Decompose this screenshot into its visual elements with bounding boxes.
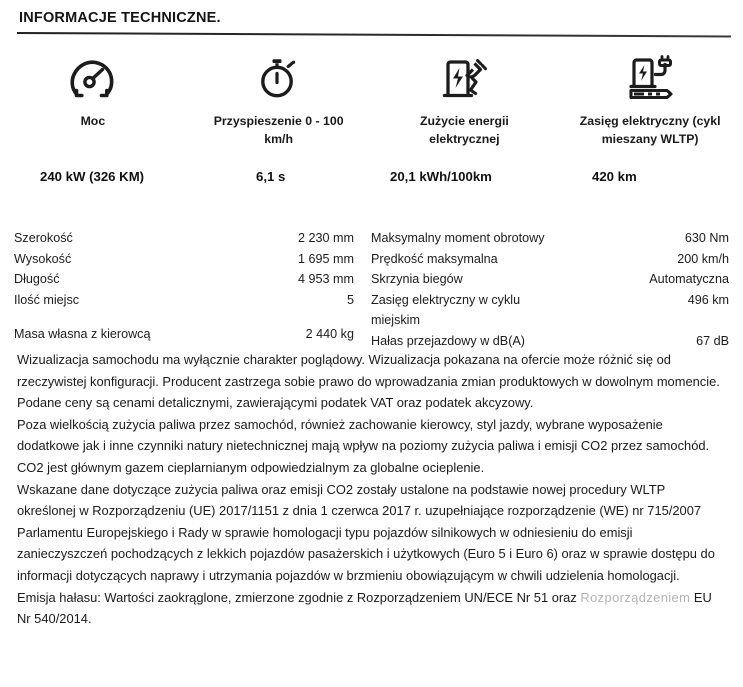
- disclaimer-paragraph: CO2 jest głównym gazem cieplarnianym odpowiedzialnym za globalne ocieplenie.: [17, 459, 485, 475]
- table-row: [371, 249, 729, 270]
- highlight-moc: [0, 52, 186, 149]
- header: [0, 0, 743, 40]
- spec-column-left: [14, 228, 354, 345]
- spec-value: 67 dB: [696, 333, 729, 348]
- spec-label: Wysokość: [14, 251, 72, 266]
- disclaimer-section: [17, 349, 725, 630]
- spec-value: 1 695 mm: [298, 251, 354, 266]
- spec-value: 2 230 mm: [298, 231, 354, 245]
- spec-label: Maksymalny moment obrotowy: [371, 231, 545, 245]
- noise-faded-text: Rozporządzeniem: [580, 589, 691, 605]
- title-divider: [17, 32, 731, 37]
- highlight-zasieg: [557, 52, 743, 149]
- disclaimer-paragraph: Podane ceny są cenami detalicznymi, zawierającymi podatek VAT oraz podatek akcyzowy.: [17, 395, 534, 411]
- page-title: INFORMACJE TECHNICZNE.: [19, 10, 221, 26]
- table-row: [14, 228, 354, 249]
- table-row: [371, 331, 729, 352]
- highlights-row: [0, 52, 743, 149]
- spec-value: 200 km/h: [677, 251, 729, 266]
- disclaimer-paragraph: Wizualizacja samochodu ma wyłącznie charakter poglądowy. Wizualizacja pokazana na ofercie może różnić się od rzeczywistej konfiguracji. Producent zastrzega sobie prawo do wprowadzania zmian produktowych w dowolnym momencie.: [17, 352, 720, 389]
- table-row: [371, 228, 729, 249]
- table-row: [14, 249, 354, 270]
- spec-label: Szerokość: [14, 231, 73, 245]
- highlight-label: Moc: [80, 114, 106, 128]
- spec-column-right: [371, 228, 729, 351]
- highlight-value-zasieg: 420 km: [592, 169, 637, 184]
- spec-label: Skrzynia biegów: [371, 272, 463, 286]
- highlight-value-zuzycie-energii: 20,1 kWh/100km: [390, 169, 492, 184]
- table-row: [371, 269, 729, 290]
- disclaimer-paragraph: Poza wielkością zużycia paliwa przez samochód, również zachowanie kierowcy, styl jazdy, wybrane wyposażenie dodatkowe jak i inne czynniki natury nietechnicznej mają wpływ na poziomy zużycia paliwa i emisji CO2 przez samochód.: [17, 416, 710, 454]
- spec-value: 4 953 mm: [298, 272, 354, 286]
- speedometer-icon: [69, 52, 117, 104]
- highlight-values-row: [0, 169, 743, 189]
- charging-station-plug-icon: [439, 52, 489, 104]
- spec-value: 496 km: [687, 292, 729, 307]
- spec-label: Masa własna z kierowcą: [14, 327, 151, 341]
- highlight-value-przyspieszenie: 6,1 s: [256, 169, 286, 184]
- noise-lead-text: Emisja hałasu: Wartości zaokrąglone, zmierzone zgodnie z Rozporządzeniem UN/ECE Nr 51 oraz: [17, 589, 581, 605]
- table-row: [371, 290, 729, 331]
- spec-value: Automatyczna: [649, 272, 729, 286]
- highlight-label: Zasięg elektryczny (cykl mieszany WLTP): [579, 114, 721, 147]
- highlight-label: Zużycie energii elektrycznej: [419, 114, 509, 147]
- spec-value: 5: [346, 292, 354, 307]
- disclaimer-paragraph: Wskazane dane dotyczące zużycia paliwa oraz emisji CO2 zostały ustalone na podstawie nowej procedury WLTP określonej w Rozporządzeniu (UE) 2017/1151 z dnia 1 czerwca 2017 r. uzupełniające rozporządzenie (WE) nr 715/2007 Parlamentu Europejskiego i Rady w sprawie homologacji typu pojazdów silnikowych w odniesieniu do emisji zanieczyszczeń pochodzących z lekkich pojazdów pasażerskich i użytkowych (Euro 5 i Euro 6) oraz w sprawie dostępu do informacji dotyczących naprawy i utrzymania pojazdów w brzmieniu obowiązującym w chwili udzielenia homologacji.: [17, 481, 715, 583]
- spec-label: Prędkość maksymalna: [371, 251, 498, 266]
- spec-label: Hałas przejazdowy w dB(A): [371, 333, 525, 348]
- table-row: [14, 269, 354, 290]
- highlight-value-moc: 240 kW (326 KM): [40, 169, 145, 184]
- stopwatch-icon: [256, 52, 302, 104]
- spec-value: 630 Nm: [684, 231, 729, 245]
- spec-value: 2 440 kg: [305, 327, 354, 341]
- spec-label: Długość: [14, 272, 60, 286]
- noise-emission-paragraph: [17, 587, 725, 630]
- table-row: [14, 290, 354, 311]
- highlight-zuzycie-energii: [372, 52, 558, 149]
- noise-tail-text: EU Nr 540/2014.: [17, 589, 712, 627]
- table-row: [14, 324, 354, 345]
- highlight-label: Przyspieszenie 0 - 100 km/h: [213, 114, 344, 147]
- spec-label: Zasięg elektryczny w cyklu miejskim: [371, 292, 521, 327]
- charging-station-range-icon: [625, 52, 675, 104]
- highlight-przyspieszenie: [186, 52, 372, 149]
- spec-label: Ilość miejsc: [14, 292, 80, 307]
